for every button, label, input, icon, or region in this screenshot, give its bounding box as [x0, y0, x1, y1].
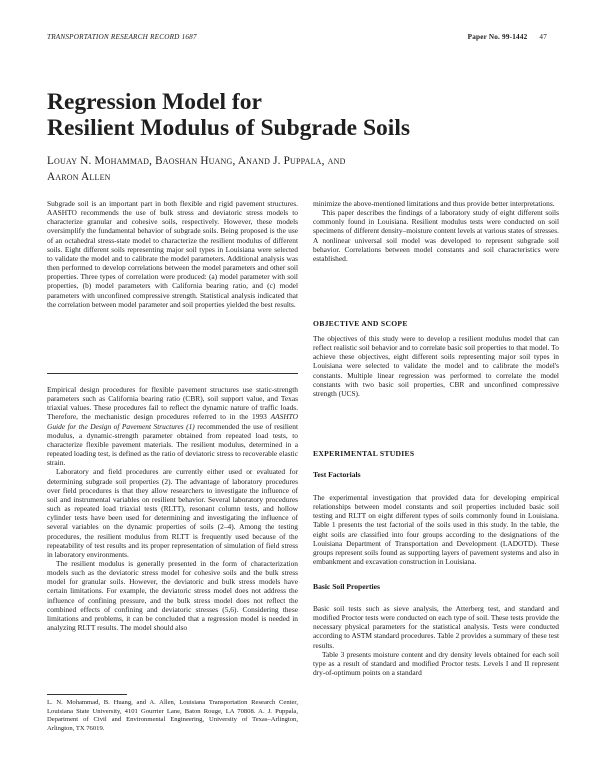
- authors-line-1: Louay N. Mohammad, Baoshan Huang, Anand J. Puppala, and: [47, 155, 346, 167]
- paper-number-header: [468, 33, 547, 41]
- subsection-heading-test-factorials: Test Factorials: [313, 470, 361, 479]
- test-factorials-paragraph: The experimental investigation that provided data for developing empirical relationships between model constants and soil properties included basic soil testing and RLTT on eight different types of soils commonly found in Louisiana. Table 1 presents the test factorial of the soils used in this study. In the table, the eight soils are classified into four groups according to the designations of the Louisiana Department of Transportation and Development (LADOTD). These groups represent soils found as supporting layers of pavement systems and also in embankment and excavation construction in Louisiana.: [313, 493, 559, 567]
- abstract: [47, 199, 298, 309]
- section-heading-objective: OBJECTIVE AND SCOPE: [313, 319, 408, 328]
- left-column-body: [47, 385, 298, 632]
- subsection-heading-basic-soil: Basic Soil Properties: [313, 582, 380, 591]
- intro-paragraph-3: The resilient modulus is generally presented in the form of characterization models such as the deviatoric stress model for cohesive soils and the bulk stress model for granular soils. However, the deviatoric and bulk stress models have certain limitations. For example, the deviatoric stress model does not address the influence of confining pressure, and the bulk stress model does not reflect the combined effects of confining and deviatoric stresses (5,6). Considering these limitations and problems, it can be concluded that a regression model is needed in analyzing RLTT results. The model should also: [47, 558, 298, 633]
- intro-paragraph-4: This paper describes the findings of a laboratory study of eight different soils commonly found in Louisiana. Resilient modulus tests were conducted on soil specimens of different density–moisture content levels at various states of stresses. A nonlinear universal soil model was developed to represent subgrade soil behavior. Correlations between model constants and soil characteristics were established.: [313, 208, 559, 263]
- intro-paragraph-2: Laboratory and field procedures are currently either used or evaluated for determining subgrade soil properties (2). The advantage of laboratory procedures over field procedures is that they allow researchers to investigate the influence of soil and instrumental variables on resilient behavior. Several laboratory procedures such as repeated load triaxial tests (RLTT), resonant column tests, and hollow cylinder tests have been used for determining and investigating the influence of several variables on the dynamic properties of soils (2–4). Among the testing procedures, the resilient modulus from RLTT is frequently used because of the repeatability of test results and its proper representation of simulation of field stress in laboratory environments.: [47, 467, 298, 559]
- test-factorials-section: [313, 493, 559, 566]
- intro-paragraph-continued: minimize the above-mentioned limitations and thus provide better interpretations.: [313, 199, 555, 208]
- paper-title: [47, 89, 547, 141]
- page-number: 47: [539, 33, 547, 41]
- intro-paragraph-1: Empirical design procedures for flexible pavement structures use static-strength parameters such as California bearing ratio (CBR), soil support value, and Texas triaxial values. These procedures fail to reflect the dynamic nature of traffic loads. Therefore, the mechanistic design procedures referred to in the 1993 AASHTO Guide for the Design of Pavement Structures (1) recommended the use of resilient modulus, a dynamic-strength parameter obtained from repeated load tests, to characterize flexible pavement materials. The resilient modulus, determined in a repeated loading test, is defined as the ratio of deviatoric stress to recoverable elastic strain.: [47, 385, 298, 468]
- basic-soil-paragraph-2: Table 3 presents moisture content and dry density levels obtained for each soil type as a result of standard and modified Proctor tests. Levels I and II represent dry-of-optimum points on a standard: [313, 649, 559, 678]
- paper-number: Paper No. 99-1442: [467, 33, 528, 41]
- objective-section: [313, 334, 559, 398]
- section-heading-experimental: EXPERIMENTAL STUDIES: [313, 449, 415, 458]
- footnote-divider: [47, 694, 127, 695]
- basic-soil-paragraph-1: Basic soil tests such as sieve analysis, the Atterberg test, and standard and modified Proctor tests were conducted on each type of soil. These tests provide the necessary physical parameters for the statistical analysis. Tests were conducted according to ASTM standard procedures. Table 2 provides a summary of these test results.: [313, 604, 559, 650]
- title-line-1: Regression Model for: [47, 89, 262, 115]
- aashto-guide-citation: AASHTO Guide for the Design of Pavement Structures (1): [47, 412, 298, 431]
- abstract-divider: [47, 373, 298, 374]
- title-line-2: Resilient Modulus of Subgrade Soils: [47, 115, 411, 141]
- right-column-intro: [313, 199, 559, 263]
- authors-line-2: Aaron Allen: [47, 171, 111, 183]
- author-affiliations-footnote: L. N. Mohammad, B. Huang, and A. Allen, Louisiana Transportation Research Center, Louisiana State University, 4101 Gourrier Lane, Baton Rouge, LA 70808. A. J. Puppala, Department of Civil and Environmental Engineering, University of Texas–Arlington, Arlington, TX 76019.: [47, 699, 298, 733]
- objective-paragraph: The objectives of this study were to develop a resilient modulus model that can reflect realistic soil behavior and to correlate basic soil properties to that model. To achieve these objectives, eight different soils representing major soil types in Louisiana were selected to validate the model and to calibrate the model's constants. Multiple linear regression was performed to correlate the model constants with two basic soil properties, CBR and unconfined compressive strength (UCS).: [313, 334, 559, 398]
- journal-header: TRANSPORTATION RESEARCH RECORD 1687: [47, 33, 197, 41]
- author-list: [47, 153, 427, 185]
- basic-soil-section: [313, 604, 559, 677]
- abstract-text: Subgrade soil is an important part in both flexible and rigid pavement structures. AASHTO recommends the use of bulk stress and deviatoric stress models to characterize granular and cohesive soils, respectively. However, these models oversimplify the fundamental behavior of subgrade soils. Being proposed is the use of an octahedral stress-state model to characterize the resilient modulus of different soils. Eight different soils representing major soil types in Louisiana were selected to validate the model and to calibrate the model parameters. Additional analysis was then performed to develop correlations between the model parameters and other soil properties. Three types of correlation were produced: (a) model parameter with soil properties, (b) model parameters with California bearing ratio, and (c) model parameters with unconfined compressive strength. Statistical analysis indicated that the correlation between model parameter and soil properties yielded the best results.: [47, 199, 298, 309]
